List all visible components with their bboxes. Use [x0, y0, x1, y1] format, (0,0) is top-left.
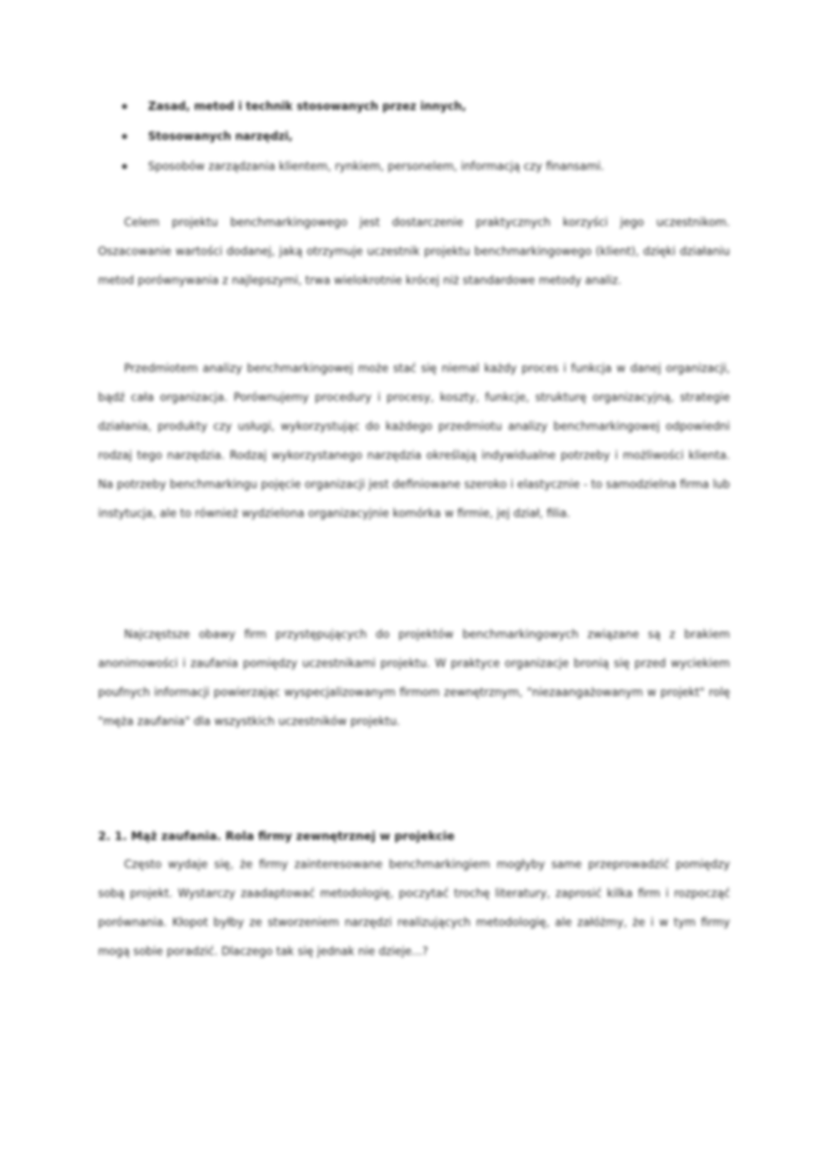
bullet-icon [122, 134, 127, 139]
list-item [118, 122, 730, 152]
paragraph: Przedmiotem analizy benchmarkingowej może stać się niemal każdy proces i funkcja w danej organizacji, bądź cała organizacja. Porównujemy procedury i procesy, koszty, funkcje, strukturę organizacyjną, strategie działania, produkty czy usługi, wykorzystując do każdego przedmiotu analizy benchmarkingowej odpowiedni rodzaj tego narzędzia. Rodzaj wykorzystanego narzędzia określają indywidualne potrzeby i możliwości klienta. Na potrzeby benchmarkingu pojęcie organizacji jest definiowane szeroko i elastycznie - to samodzielna firma lub instytucja, ale to również wydzielona organizacyjnie komórka w firmie, jej dział, filia. [98, 362, 730, 520]
paragraph: Najczęstsze obawy firm przystępujących do projektów benchmarkingowych związane są z brakiem anonimowości i zaufania pomiędzy uczestnikami projektu. W praktyce organizacje bronią się przed wyciekiem poufnych informacji powierzając wyspecjalizowanym firmom zewnętrznym, "niezaangażowanym w projekt" rolę "męża zaufania" dla wszystkich uczestników projektu. [98, 628, 730, 728]
paragraph: Często wydaje się, że firmy zainteresowane benchmarkingiem mogłyby same przeprowadzić pomiędzy sobą projekt. Wystarczy zaadaptować metodologię, poczytać trochę literatury, zaprosić kilka firm i rozpocząć porównania. Kłopot byłby ze stworzeniem narzędzi realizujących metodologię, ale załóżmy, że i w tym firmy mogą sobie poradzić. Dlaczego tak się jednak nie dzieje...? [98, 858, 730, 958]
bullet-text: Sposobów zarządzania klientem, rynkiem, personelem, informacją czy finansami. [148, 160, 605, 173]
bullet-icon [122, 104, 127, 109]
list-item [118, 152, 730, 182]
bullet-text: Stosowanych narzędzi, [148, 130, 293, 143]
section-heading: 2. 1. Mąż zaufania. Rola firmy zewnętrznej w projekcie [98, 829, 455, 843]
bullet-text: Zasad, metod i technik stosowanych przez innych, [148, 100, 467, 113]
paragraph: Celem projektu benchmarkingowego jest dostarczenie praktycznych korzyści jego uczestnikom. Oszacowanie wartości dodanej, jaką otrzymuje uczestnik projektu benchmarkingowego (klient), dzięki działaniu metod porównywania z najlepszymi, trwa wielokrotnie krócej niż standardowe metody analiz. [98, 216, 730, 287]
bullet-icon [122, 164, 127, 169]
bullet-list [118, 92, 730, 182]
list-item [118, 92, 730, 122]
